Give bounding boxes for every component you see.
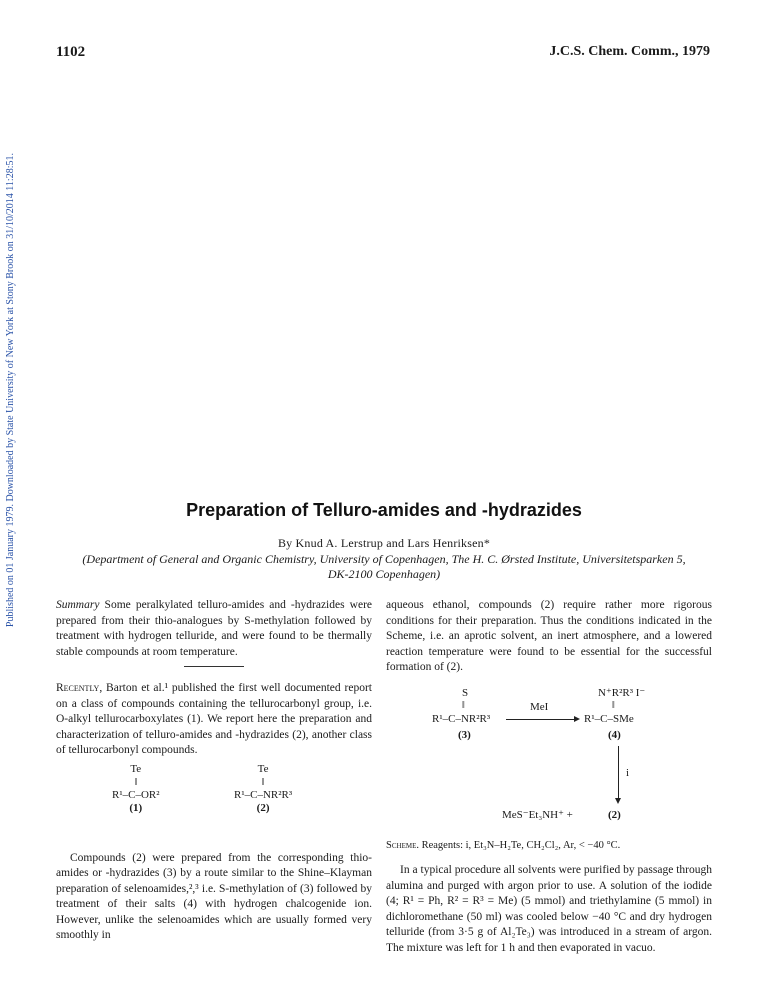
right-column	[386, 598, 712, 956]
continuation-paragraph: aqueous ethanol, compounds (2) require rather more rigorous conditions for their preparation. Thus the conditions indicated in the Scheme, i.e. an aprotic solvent, an inert atmosphere, and a lowered reaction temperature were found to be essential for the successful formation of (2).	[386, 599, 712, 673]
structure-2-bond: ‖	[261, 776, 265, 788]
scheme-caption-lead: Scheme.	[386, 839, 419, 851]
article-authors: By Knud A. Lerstrup and Lars Henriksen*	[277, 536, 491, 550]
scheme-label-3: (3)	[458, 728, 471, 741]
scheme-arrow-down	[618, 746, 619, 802]
scheme-right-atom: N⁺R²R³ I⁻	[598, 686, 646, 699]
scheme-reagent: MeI	[530, 700, 549, 713]
left-column	[56, 598, 372, 944]
summary-label: Summary	[56, 599, 100, 611]
article-affiliation	[56, 552, 712, 582]
structure-2-label: (2)	[256, 801, 270, 814]
scheme-right-formula: R¹–C–SMe	[584, 712, 634, 725]
summary-paragraph	[56, 598, 372, 660]
structure-1-bond: ‖	[134, 776, 138, 788]
summary-text: Some peralkylated telluro-amides and -hydrazides were prepared from their thio-analogues by S-methylation followed by treatment with hydrogen telluride, and were found to be thermally stable compounds at room temperature.	[56, 599, 373, 658]
scheme-left-formula: R¹–C–NR²R³	[432, 712, 491, 725]
scheme-caption	[386, 838, 712, 854]
procedure-paragraph: In a typical procedure all solvents were purified by passage through alumina and purged with argon prior to use. A solution of the iodide (4; R¹ = Ph, R² = R³ = Me) (5 mmol) and triethylamine (5 mmol) in dichloromethane (50 ml) was cooled below −40 °C and dry hydrogen telluride (from 3·5 g of Al₂Te₃) was introduced in a stream of argon. The mixture was left for 1 h and then evaporated in vacuo.	[386, 864, 712, 954]
structure-1-formula: R¹–C–OR²	[112, 788, 160, 801]
scheme-left-bond: ‖	[462, 699, 465, 711]
structures-1-2	[56, 759, 372, 851]
body-paragraph-compounds: Compounds (2) were prepared from the corresponding thio-amides or -hydrazides (3) by a route similar to the Shine–Klayman preparation of selenoamides,²,³ i.e. S-methylation of (3) followed by treatment of their salts (4) with hydrogen chalcogenide ion. However, unlike the selenoamides which are usually formed very smoothly in	[56, 851, 372, 941]
scheme-label-4: (4)	[608, 728, 621, 741]
structure-2	[234, 763, 292, 815]
structure-1	[112, 763, 160, 815]
structure-1-label: (1)	[129, 801, 143, 814]
intro-lead-word: Recently	[56, 682, 100, 694]
scheme-step-label: i	[626, 766, 630, 779]
scheme-arrow-right	[506, 719, 578, 720]
reaction-scheme	[386, 686, 712, 836]
structure-1-atom: Te	[130, 762, 142, 775]
structure-2-atom: Te	[257, 762, 269, 775]
intro-text: , Barton et al.¹ published the first well documented report on a class of compounds containing the tellurocarbonyl group, i.e. O-alkyl tellurocarboxylates (1). We report here the preparation and characterization of telluro-amides and -hydrazides (2), another class of tellurocarbonyl compounds.	[56, 682, 372, 756]
intro-paragraph	[56, 681, 372, 759]
download-notice	[0, 120, 20, 660]
article-title: Preparation of Telluro-amides and -hydrazides	[186, 500, 582, 520]
download-notice-text: Published on 01 January 1979. Downloaded by State University of New York at Stony Brook on 31/10/2014 11:28:51.	[4, 152, 16, 628]
scheme-caption-text: Reagents: i, Et₃N–H₂Te, CH₂Cl₂, Ar, < −40 °C.	[421, 839, 621, 851]
scheme-product: MeS⁻Et₃NH⁺ +	[502, 808, 573, 821]
journal-header: J.C.S. Chem. Comm., 1979	[549, 44, 710, 59]
affiliation-line-2: DK-2100 Copenhagen)	[327, 567, 441, 581]
scheme-left-atom: S	[462, 686, 469, 699]
affiliation-line-1: (Department of General and Organic Chemistry, University of Copenhagen, The H. C. Ørsted Institute, Universitetsparken 5,	[82, 552, 686, 566]
page-number: 1102	[56, 44, 86, 60]
scheme-product-label: (2)	[608, 808, 621, 821]
structure-2-formula: R¹–C–NR²R³	[234, 788, 293, 801]
scheme-right-bond: ‖	[612, 699, 615, 711]
